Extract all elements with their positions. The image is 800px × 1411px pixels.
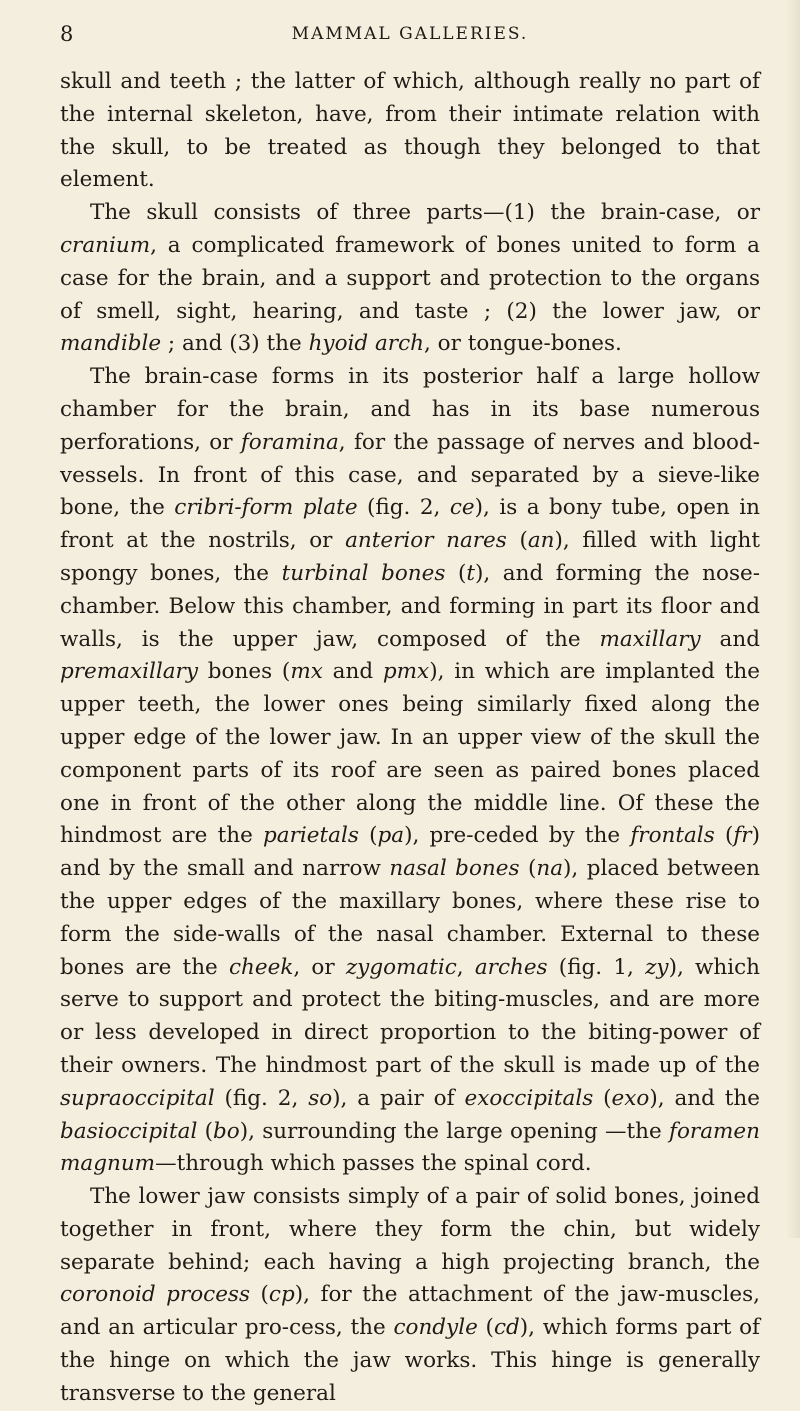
italic-term: premaxillary [60, 659, 198, 685]
text-run: (fig. 2, [357, 495, 450, 521]
italic-term: exo [611, 1085, 650, 1111]
text-run: ( [593, 1085, 612, 1111]
italic-term: zygomatic [345, 954, 457, 980]
text-run: ) and by the small and narrow [60, 823, 760, 882]
text-run: ), placed between the upper edges of the maxillary bones, where these rise to form the side-walls of the nasal chamber. External to these bones are the [60, 856, 760, 980]
italic-term: na [536, 856, 564, 882]
italic-term: pmx [382, 659, 430, 685]
text-run: ( [477, 1315, 494, 1341]
text-run: ), which serve to support and protect the biting-muscles, and are more or less developed in direct proportion to the biting-power of their owners. The hindmost part of the skull is made up of the [60, 954, 761, 1078]
italic-term: coronoid process [60, 1282, 250, 1308]
paragraph [60, 66, 760, 197]
page-header [60, 22, 760, 52]
page-edge-shadow [786, 0, 800, 1238]
italic-term: foramina [240, 429, 339, 455]
italic-term: mx [290, 659, 323, 685]
text-run: bones ( [197, 659, 291, 685]
italic-term: exoccipitals [464, 1085, 594, 1111]
italic-term: maxillary [599, 626, 701, 652]
text-run: and [322, 659, 383, 685]
italic-term: nasal bones [389, 856, 520, 882]
italic-term: arches [474, 954, 548, 980]
text-run: ), filled with light spongy bones, the [60, 528, 760, 586]
text-run: ), and forming the nose-chamber. Below this chamber, and forming in part its floor and walls, is the upper jaw, composed of the [60, 560, 760, 652]
italic-term: parietals [263, 823, 359, 849]
italic-term: cd [493, 1315, 520, 1341]
italic-term: zy [645, 954, 669, 980]
text-run: ), a pair of [332, 1085, 465, 1111]
text-run: ( [445, 560, 467, 586]
text-run: (fig. 1, [547, 954, 646, 980]
text-run: The brain-case forms in its posterior half a large hollow chamber for the brain, and has in its base numerous perforations, or [60, 364, 760, 455]
italic-term: an [527, 528, 555, 554]
italic-term: anterior nares [345, 528, 507, 554]
italic-term: t [466, 560, 475, 586]
italic-term: cranium [60, 232, 151, 258]
text-run: ; and (3) the [161, 331, 309, 357]
italic-term: basioccipital [60, 1118, 198, 1144]
text-run: , for the passage of nerves and blood-vessels. In front of this case, and separated by a sieve-like bone, the [60, 429, 760, 521]
italic-term: bo [213, 1118, 240, 1144]
text-run: ( [506, 528, 528, 554]
text-run: ), is a bony tube, open in front at the nostrils, or [60, 495, 760, 554]
italic-term: frontals [630, 823, 715, 849]
italic-term: cp [268, 1282, 295, 1308]
italic-term: turbinal bones [281, 560, 446, 586]
text-run: ( [519, 856, 537, 882]
italic-term: condyle [393, 1315, 478, 1341]
italic-term: foramen magnum [60, 1118, 760, 1177]
italic-term: cribri-form plate [174, 495, 358, 521]
italic-term: cheek [228, 954, 294, 980]
body-text [60, 66, 760, 1411]
italic-term: hyoid arch [308, 331, 424, 357]
italic-term: so [308, 1085, 333, 1111]
text-run: ), pre-ceded by the [404, 823, 631, 849]
text-run: ( [250, 1282, 269, 1308]
text-run: , or [293, 954, 346, 980]
text-run: , or tongue-bones. [423, 331, 622, 357]
italic-term: fr [733, 823, 752, 849]
text-run: ), in which are implanted the upper teeth, the lower ones being similarly fixed along the upper edge of the lower jaw. In an upper view of the skull the component parts of its roof are seen as paired bones placed one in front of the other along the middle line. Of these the hindmost are the [60, 659, 760, 849]
italic-term: mandible [60, 331, 162, 357]
paragraph [60, 361, 760, 1181]
text-run: The skull consists of three parts—(1) the brain-case, or [90, 200, 760, 226]
text-run: ), for the attachment of the jaw-muscles, and an articular pro-cess, the [60, 1282, 760, 1341]
text-run: and [700, 626, 760, 652]
paragraph [60, 197, 760, 361]
text-run: ), which forms part of the hinge on which the jaw works. This hinge is generally transverse to the general [60, 1315, 760, 1406]
text-run: skull and teeth ; the latter of which, although really no part of the internal skeleton, have, from their intimate relation with the skull, to be treated as though they belonged to that element. [60, 69, 760, 193]
text-run: The lower jaw consists simply of a pair of solid bones, joined together in front, where they form the chin, but widely separate behind; each having a high projecting branch, the [60, 1184, 760, 1275]
page-number: 8 [60, 22, 74, 46]
text-run: ), and the [649, 1085, 760, 1111]
italic-term: ce [449, 495, 475, 521]
paragraph [60, 1181, 760, 1411]
text-run: (fig. 2, [214, 1085, 309, 1111]
text-run: , a complicated framework of bones united to form a case for the brain, and a support and protection to the organs of smell, sight, hearing, and taste ; (2) the lower jaw, or [60, 232, 760, 324]
text-run: ), surrounding the large opening —the [239, 1118, 670, 1144]
text-run: —through which passes the spinal cord. [155, 1151, 592, 1177]
italic-term: pa [377, 823, 405, 849]
text-run: ( [714, 823, 734, 849]
text-run: , [456, 954, 475, 980]
text-run: ( [358, 823, 378, 849]
text-run: ( [197, 1118, 214, 1144]
running-head: MAMMAL GALLERIES. [291, 24, 529, 44]
italic-term: supraoccipital [60, 1085, 215, 1111]
